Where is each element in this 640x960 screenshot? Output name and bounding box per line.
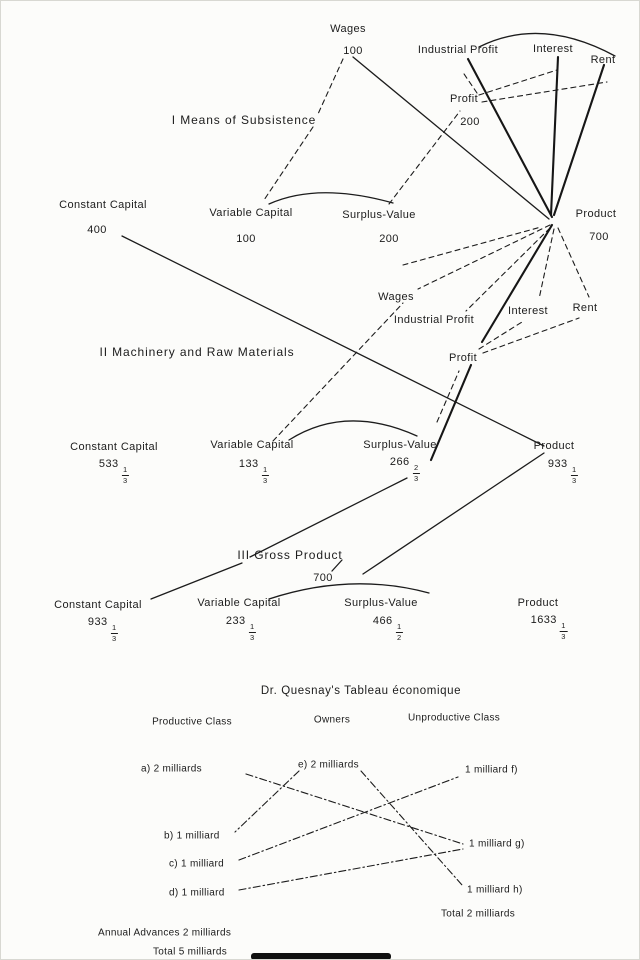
s1-variable-capital-label: Variable Capital	[209, 207, 293, 219]
s1-industrial-profit-label: Industrial Profit	[417, 44, 499, 56]
line-profit2-sv-2	[431, 365, 471, 460]
s2-product-denominator: 3	[571, 475, 577, 485]
s2-product-value	[548, 458, 578, 484]
s3-vc-denominator: 3	[249, 632, 255, 642]
s2-sv-numerator: 2	[413, 463, 419, 472]
quesnay-item-b: b) 1 milliard	[164, 830, 220, 842]
s2-sv-denominator: 3	[413, 473, 419, 483]
arc-vc-sv-1	[269, 193, 393, 204]
s3-vc-fraction	[248, 623, 256, 641]
s1-profit-value: 200	[460, 116, 480, 128]
s3-total-value: 700	[313, 572, 333, 584]
s3-surplus-value-label: Surplus-Value	[344, 597, 418, 609]
dash-product1-wages-2	[418, 225, 550, 289]
line-wages-product-1	[353, 57, 549, 219]
dash-sv2-profit-2	[437, 371, 459, 422]
s2-industrial-profit-label: Industrial Profit	[393, 314, 475, 326]
s3-product-whole: 1633	[530, 614, 557, 626]
s3-sv-fraction	[395, 623, 403, 641]
section-2-title: II Machinery and Raw Materials	[99, 345, 295, 359]
s3-cc-fraction	[110, 624, 118, 642]
s2-profit-label: Profit	[448, 352, 478, 364]
section-3-title: III Gross Product	[237, 548, 343, 562]
dash-product1-interest-2	[539, 229, 554, 299]
s1-product-label: Product	[575, 208, 617, 220]
dash-profit-rent-1	[482, 82, 607, 102]
s2-wages-label: Wages	[378, 291, 414, 303]
quesnay-title: Dr. Quesnay's Tableau économique	[260, 685, 462, 697]
s2-cc-whole: 533	[98, 458, 119, 470]
s1-profit-label: Profit	[449, 93, 479, 105]
line-rent-product-1	[554, 65, 604, 215]
s3-surplus-value-value	[373, 615, 403, 641]
s3-product-fraction	[560, 622, 568, 640]
s2-product-numerator: 1	[571, 465, 577, 474]
s2-cc-fraction	[121, 466, 129, 484]
quesnay-item-g: 1 milliard g)	[469, 838, 525, 850]
s1-surplus-value-value: 200	[379, 233, 399, 245]
dash-product1-rent-2	[558, 228, 589, 297]
qline-e-h	[361, 771, 462, 885]
s1-constant-capital-value: 400	[87, 224, 107, 236]
qline-e-b	[235, 771, 299, 832]
s3-vc-numerator: 1	[249, 622, 255, 631]
s2-variable-capital-label: Variable Capital	[210, 439, 294, 451]
s2-sv-whole: 266	[389, 456, 410, 468]
s2-interest-label: Interest	[508, 305, 548, 317]
arc-vc-sv-2	[289, 421, 417, 440]
s3-product-numerator: 1	[561, 621, 566, 630]
s1-interest-label: Interest	[533, 43, 573, 55]
section-1-title: I Means of Subsistence	[171, 113, 317, 127]
s3-sv-numerator: 1	[396, 622, 402, 631]
s2-constant-capital-label: Constant Capital	[70, 441, 158, 453]
s3-sv-denominator: 2	[396, 632, 402, 642]
s2-sv-fraction	[412, 464, 420, 482]
dash-vc2-wages-2	[273, 303, 403, 441]
s2-surplus-value-value	[390, 456, 420, 482]
s3-product-value	[531, 614, 568, 640]
s1-wages-value: 100	[343, 45, 363, 57]
s2-rent-label: Rent	[572, 302, 598, 314]
qline-a-g	[246, 774, 463, 844]
s3-product-label: Product	[517, 597, 559, 609]
s2-vc-denominator: 3	[262, 475, 268, 485]
s3-variable-capital-label: Variable Capital	[197, 597, 281, 609]
quesnay-annual-advances: Annual Advances 2 milliards	[98, 927, 232, 939]
s3-constant-capital-value	[88, 616, 118, 642]
s1-surplus-value-label: Surplus-Value	[342, 209, 416, 221]
line-cc1-product-2	[122, 236, 544, 446]
s3-constant-capital-label: Constant Capital	[54, 599, 142, 611]
quesnay-item-e: e) 2 milliards	[298, 759, 359, 771]
quesnay-item-f: 1 milliard f)	[465, 764, 518, 776]
s1-wages-label: Wages	[330, 23, 366, 35]
s3-cc-denominator: 3	[111, 633, 117, 643]
quesnay-item-h: 1 milliard h)	[467, 884, 523, 896]
s3-cc-whole: 933	[87, 616, 108, 628]
s2-variable-capital-value	[239, 458, 269, 484]
s2-constant-capital-value	[99, 458, 129, 484]
column-productive-class: Productive Class	[152, 716, 232, 728]
s2-product-fraction	[570, 466, 578, 484]
s1-product-value: 700	[589, 231, 609, 243]
s3-variable-capital-value	[226, 615, 256, 641]
quesnay-total-left: Total 5 milliards	[153, 946, 228, 958]
line-sv2-gross-product	[250, 475, 407, 557]
s3-vc-whole: 233	[225, 615, 246, 627]
s1-constant-capital-label: Constant Capital	[59, 199, 147, 211]
s1-variable-capital-value: 100	[236, 233, 256, 245]
s2-vc-fraction	[261, 466, 269, 484]
line-indprofit-product-1	[468, 59, 552, 217]
line-interest-product-1	[551, 57, 558, 215]
dash-wages-subsistence	[318, 59, 343, 114]
quesnay-total-right: Total 2 milliards	[441, 908, 516, 920]
quesnay-item-a: a) 2 milliards	[141, 763, 202, 775]
dash-subsistence-vc-1	[264, 127, 313, 200]
s3-sv-whole: 466	[372, 615, 393, 627]
line-cc3-gross-product	[151, 563, 242, 599]
qline-c-f	[239, 777, 458, 860]
dash-sv-profit-1	[389, 111, 460, 204]
s2-product-whole: 933	[547, 458, 568, 470]
line-product1-profit-2	[482, 225, 552, 342]
column-owners: Owners	[313, 714, 351, 726]
column-unproductive-class: Unproductive Class	[407, 712, 501, 724]
dash-profit-indprofit-1	[462, 71, 477, 93]
s2-cc-denominator: 3	[122, 475, 128, 485]
s1-rent-label: Rent	[590, 54, 616, 66]
s3-cc-numerator: 1	[111, 623, 117, 632]
s2-vc-numerator: 1	[262, 465, 268, 474]
connector-lines	[1, 1, 640, 960]
s2-surplus-value-label: Surplus-Value	[363, 439, 437, 451]
s3-product-denominator: 3	[561, 631, 566, 641]
quesnay-item-d: d) 1 milliard	[169, 887, 225, 899]
quesnay-item-c: c) 1 milliard	[169, 858, 225, 870]
dash-profit2-rent-2	[483, 318, 579, 353]
s2-vc-whole: 133	[238, 458, 259, 470]
s2-cc-numerator: 1	[122, 465, 128, 474]
dash-profit-interest-1	[479, 70, 557, 95]
s2-product-label: Product	[533, 440, 575, 452]
qline-d-g	[239, 849, 463, 890]
scan-artifact	[251, 953, 391, 960]
dash-sv-product-1	[403, 227, 541, 265]
